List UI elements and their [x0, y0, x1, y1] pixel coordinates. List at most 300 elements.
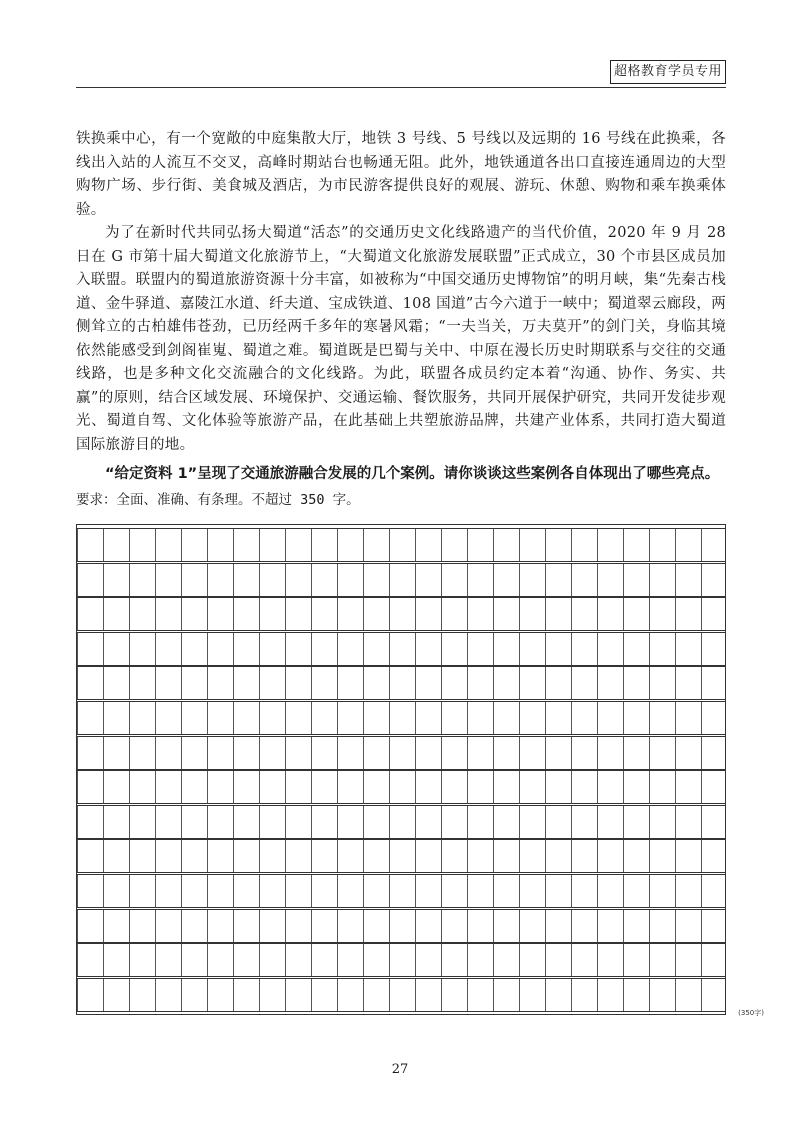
grid-cell[interactable]: [701, 564, 727, 596]
grid-cell[interactable]: [467, 910, 493, 942]
grid-cell[interactable]: [259, 806, 285, 838]
grid-cell[interactable]: [311, 702, 337, 734]
grid-cell[interactable]: [649, 702, 675, 734]
grid-cell[interactable]: [597, 944, 623, 976]
grid-cell[interactable]: [649, 667, 675, 699]
grid-cell[interactable]: [155, 806, 181, 838]
grid-cell[interactable]: [155, 840, 181, 872]
grid-cell[interactable]: [597, 598, 623, 630]
grid-cell[interactable]: [441, 979, 467, 1011]
grid-cell[interactable]: [129, 737, 155, 769]
grid-cell[interactable]: [337, 598, 363, 630]
grid-cell[interactable]: [155, 910, 181, 942]
grid-cell[interactable]: [285, 702, 311, 734]
grid-cell[interactable]: [519, 979, 545, 1011]
grid-cell[interactable]: [649, 633, 675, 665]
grid-cell[interactable]: [493, 875, 519, 907]
grid-cell[interactable]: [675, 633, 701, 665]
grid-cell[interactable]: [103, 910, 129, 942]
grid-cell[interactable]: [259, 702, 285, 734]
grid-cell[interactable]: [103, 529, 129, 561]
grid-cell[interactable]: [493, 598, 519, 630]
grid-cell[interactable]: [129, 910, 155, 942]
grid-cell[interactable]: [207, 529, 233, 561]
grid-cell[interactable]: [545, 702, 571, 734]
grid-cell[interactable]: [259, 979, 285, 1011]
grid-cell[interactable]: [571, 737, 597, 769]
grid-cell[interactable]: [415, 667, 441, 699]
grid-cell[interactable]: [571, 771, 597, 803]
grid-cell[interactable]: [129, 875, 155, 907]
grid-cell[interactable]: [103, 771, 129, 803]
grid-cell[interactable]: [337, 771, 363, 803]
grid-cell[interactable]: [571, 875, 597, 907]
grid-cell[interactable]: [493, 806, 519, 838]
grid-cell[interactable]: [233, 702, 259, 734]
grid-cell[interactable]: [103, 633, 129, 665]
grid-cell[interactable]: [207, 979, 233, 1011]
grid-cell[interactable]: [363, 910, 389, 942]
grid-cell[interactable]: [77, 529, 103, 561]
grid-cell[interactable]: [597, 737, 623, 769]
grid-cell[interactable]: [233, 979, 259, 1011]
grid-cell[interactable]: [519, 840, 545, 872]
grid-cell[interactable]: [519, 598, 545, 630]
grid-cell[interactable]: [285, 979, 311, 1011]
grid-cell[interactable]: [155, 702, 181, 734]
grid-cell[interactable]: [363, 633, 389, 665]
grid-cell[interactable]: [545, 667, 571, 699]
grid-cell[interactable]: [155, 979, 181, 1011]
grid-cell[interactable]: [623, 875, 649, 907]
grid-cell[interactable]: [545, 737, 571, 769]
grid-cell[interactable]: [649, 598, 675, 630]
grid-cell[interactable]: [389, 979, 415, 1011]
grid-cell[interactable]: [649, 840, 675, 872]
grid-cell[interactable]: [363, 979, 389, 1011]
grid-cell[interactable]: [545, 598, 571, 630]
grid-cell[interactable]: [597, 633, 623, 665]
grid-cell[interactable]: [623, 944, 649, 976]
grid-cell[interactable]: [467, 667, 493, 699]
grid-cell[interactable]: [103, 702, 129, 734]
grid-cell[interactable]: [701, 737, 727, 769]
grid-cell[interactable]: [701, 633, 727, 665]
grid-cell[interactable]: [259, 944, 285, 976]
grid-cell[interactable]: [545, 979, 571, 1011]
grid-cell[interactable]: [519, 702, 545, 734]
grid-cell[interactable]: [181, 979, 207, 1011]
grid-cell[interactable]: [181, 598, 207, 630]
grid-cell[interactable]: [285, 944, 311, 976]
grid-cell[interactable]: [519, 737, 545, 769]
grid-cell[interactable]: [207, 875, 233, 907]
grid-cell[interactable]: [77, 771, 103, 803]
grid-cell[interactable]: [337, 737, 363, 769]
grid-cell[interactable]: [571, 529, 597, 561]
grid-cell[interactable]: [363, 667, 389, 699]
grid-cell[interactable]: [129, 771, 155, 803]
grid-cell[interactable]: [675, 564, 701, 596]
grid-cell[interactable]: [311, 806, 337, 838]
grid-cell[interactable]: [441, 529, 467, 561]
grid-cell[interactable]: [649, 910, 675, 942]
grid-cell[interactable]: [649, 529, 675, 561]
grid-cell[interactable]: [77, 633, 103, 665]
grid-cell[interactable]: [155, 875, 181, 907]
grid-cell[interactable]: [233, 564, 259, 596]
grid-cell[interactable]: [571, 979, 597, 1011]
grid-cell[interactable]: [259, 875, 285, 907]
grid-cell[interactable]: [181, 806, 207, 838]
grid-cell[interactable]: [285, 529, 311, 561]
grid-cell[interactable]: [467, 944, 493, 976]
grid-cell[interactable]: [545, 910, 571, 942]
grid-cell[interactable]: [285, 910, 311, 942]
answer-grid[interactable]: [76, 524, 726, 1015]
grid-cell[interactable]: [675, 702, 701, 734]
grid-cell[interactable]: [701, 875, 727, 907]
grid-cell[interactable]: [337, 875, 363, 907]
grid-cell[interactable]: [363, 806, 389, 838]
grid-cell[interactable]: [363, 771, 389, 803]
grid-cell[interactable]: [571, 598, 597, 630]
grid-cell[interactable]: [155, 667, 181, 699]
grid-cell[interactable]: [207, 910, 233, 942]
grid-cell[interactable]: [493, 564, 519, 596]
grid-cell[interactable]: [701, 529, 727, 561]
grid-cell[interactable]: [259, 910, 285, 942]
grid-cell[interactable]: [389, 633, 415, 665]
grid-cell[interactable]: [623, 702, 649, 734]
grid-cell[interactable]: [701, 771, 727, 803]
grid-cell[interactable]: [233, 771, 259, 803]
grid-cell[interactable]: [363, 564, 389, 596]
grid-cell[interactable]: [129, 529, 155, 561]
grid-cell[interactable]: [207, 771, 233, 803]
grid-cell[interactable]: [77, 840, 103, 872]
grid-cell[interactable]: [389, 771, 415, 803]
grid-cell[interactable]: [415, 806, 441, 838]
grid-cell[interactable]: [675, 840, 701, 872]
grid-cell[interactable]: [649, 771, 675, 803]
grid-cell[interactable]: [467, 771, 493, 803]
grid-cell[interactable]: [129, 564, 155, 596]
grid-cell[interactable]: [181, 633, 207, 665]
grid-cell[interactable]: [233, 598, 259, 630]
grid-cell[interactable]: [285, 840, 311, 872]
grid-cell[interactable]: [311, 598, 337, 630]
grid-cell[interactable]: [389, 910, 415, 942]
grid-cell[interactable]: [103, 979, 129, 1011]
grid-cell[interactable]: [389, 564, 415, 596]
grid-cell[interactable]: [519, 944, 545, 976]
grid-cell[interactable]: [389, 840, 415, 872]
grid-cell[interactable]: [441, 702, 467, 734]
grid-cell[interactable]: [129, 979, 155, 1011]
grid-cell[interactable]: [77, 598, 103, 630]
grid-cell[interactable]: [519, 771, 545, 803]
grid-cell[interactable]: [363, 702, 389, 734]
grid-cell[interactable]: [415, 910, 441, 942]
grid-cell[interactable]: [103, 737, 129, 769]
grid-cell[interactable]: [701, 806, 727, 838]
grid-cell[interactable]: [467, 529, 493, 561]
grid-cell[interactable]: [675, 737, 701, 769]
grid-cell[interactable]: [337, 564, 363, 596]
grid-cell[interactable]: [467, 633, 493, 665]
grid-cell[interactable]: [649, 979, 675, 1011]
grid-cell[interactable]: [77, 979, 103, 1011]
grid-cell[interactable]: [545, 771, 571, 803]
grid-cell[interactable]: [441, 598, 467, 630]
grid-cell[interactable]: [337, 979, 363, 1011]
grid-cell[interactable]: [701, 702, 727, 734]
grid-cell[interactable]: [285, 875, 311, 907]
grid-cell[interactable]: [337, 944, 363, 976]
grid-cell[interactable]: [701, 979, 727, 1011]
grid-cell[interactable]: [233, 875, 259, 907]
grid-cell[interactable]: [493, 840, 519, 872]
grid-cell[interactable]: [363, 529, 389, 561]
grid-cell[interactable]: [77, 944, 103, 976]
grid-cell[interactable]: [207, 944, 233, 976]
grid-cell[interactable]: [233, 737, 259, 769]
grid-cell[interactable]: [441, 944, 467, 976]
grid-cell[interactable]: [675, 806, 701, 838]
grid-cell[interactable]: [493, 529, 519, 561]
grid-cell[interactable]: [675, 875, 701, 907]
grid-cell[interactable]: [571, 702, 597, 734]
grid-cell[interactable]: [597, 875, 623, 907]
grid-cell[interactable]: [493, 910, 519, 942]
grid-cell[interactable]: [623, 979, 649, 1011]
grid-cell[interactable]: [415, 840, 441, 872]
grid-cell[interactable]: [597, 702, 623, 734]
grid-cell[interactable]: [441, 910, 467, 942]
grid-cell[interactable]: [337, 840, 363, 872]
grid-cell[interactable]: [675, 598, 701, 630]
grid-cell[interactable]: [311, 840, 337, 872]
grid-cell[interactable]: [545, 840, 571, 872]
grid-cell[interactable]: [493, 633, 519, 665]
grid-cell[interactable]: [311, 529, 337, 561]
grid-cell[interactable]: [597, 667, 623, 699]
grid-cell[interactable]: [155, 564, 181, 596]
grid-cell[interactable]: [519, 633, 545, 665]
grid-cell[interactable]: [675, 910, 701, 942]
grid-cell[interactable]: [311, 737, 337, 769]
grid-cell[interactable]: [311, 910, 337, 942]
grid-cell[interactable]: [597, 979, 623, 1011]
grid-cell[interactable]: [311, 771, 337, 803]
grid-cell[interactable]: [623, 771, 649, 803]
grid-cell[interactable]: [181, 771, 207, 803]
grid-cell[interactable]: [155, 737, 181, 769]
grid-cell[interactable]: [337, 667, 363, 699]
grid-cell[interactable]: [571, 910, 597, 942]
grid-cell[interactable]: [77, 875, 103, 907]
grid-cell[interactable]: [545, 806, 571, 838]
grid-cell[interactable]: [259, 598, 285, 630]
grid-cell[interactable]: [207, 840, 233, 872]
grid-cell[interactable]: [441, 737, 467, 769]
grid-cell[interactable]: [623, 840, 649, 872]
grid-cell[interactable]: [129, 667, 155, 699]
grid-cell[interactable]: [467, 840, 493, 872]
grid-cell[interactable]: [389, 875, 415, 907]
grid-cell[interactable]: [207, 702, 233, 734]
grid-cell[interactable]: [181, 737, 207, 769]
grid-cell[interactable]: [493, 944, 519, 976]
grid-cell[interactable]: [337, 702, 363, 734]
grid-cell[interactable]: [467, 875, 493, 907]
grid-cell[interactable]: [129, 702, 155, 734]
grid-cell[interactable]: [207, 598, 233, 630]
grid-cell[interactable]: [233, 529, 259, 561]
grid-cell[interactable]: [415, 875, 441, 907]
grid-cell[interactable]: [571, 667, 597, 699]
grid-cell[interactable]: [493, 702, 519, 734]
grid-cell[interactable]: [233, 840, 259, 872]
grid-cell[interactable]: [441, 771, 467, 803]
grid-cell[interactable]: [441, 633, 467, 665]
grid-cell[interactable]: [597, 529, 623, 561]
grid-cell[interactable]: [207, 633, 233, 665]
grid-cell[interactable]: [415, 633, 441, 665]
grid-cell[interactable]: [623, 564, 649, 596]
grid-cell[interactable]: [77, 910, 103, 942]
grid-cell[interactable]: [649, 737, 675, 769]
grid-cell[interactable]: [259, 840, 285, 872]
grid-cell[interactable]: [441, 840, 467, 872]
grid-cell[interactable]: [675, 944, 701, 976]
grid-cell[interactable]: [181, 840, 207, 872]
grid-cell[interactable]: [337, 633, 363, 665]
grid-cell[interactable]: [103, 806, 129, 838]
grid-cell[interactable]: [181, 702, 207, 734]
grid-cell[interactable]: [389, 806, 415, 838]
grid-cell[interactable]: [701, 667, 727, 699]
grid-cell[interactable]: [259, 564, 285, 596]
grid-cell[interactable]: [493, 667, 519, 699]
grid-cell[interactable]: [285, 633, 311, 665]
grid-cell[interactable]: [571, 806, 597, 838]
grid-cell[interactable]: [103, 667, 129, 699]
grid-cell[interactable]: [467, 598, 493, 630]
grid-cell[interactable]: [389, 702, 415, 734]
grid-cell[interactable]: [155, 598, 181, 630]
grid-cell[interactable]: [519, 529, 545, 561]
grid-cell[interactable]: [129, 598, 155, 630]
grid-cell[interactable]: [103, 840, 129, 872]
grid-cell[interactable]: [363, 944, 389, 976]
grid-cell[interactable]: [259, 737, 285, 769]
grid-cell[interactable]: [103, 564, 129, 596]
grid-cell[interactable]: [571, 840, 597, 872]
grid-cell[interactable]: [649, 806, 675, 838]
grid-cell[interactable]: [467, 806, 493, 838]
grid-cell[interactable]: [701, 598, 727, 630]
grid-cell[interactable]: [77, 702, 103, 734]
grid-cell[interactable]: [545, 529, 571, 561]
grid-cell[interactable]: [207, 667, 233, 699]
grid-cell[interactable]: [571, 633, 597, 665]
grid-cell[interactable]: [155, 529, 181, 561]
grid-cell[interactable]: [207, 564, 233, 596]
grid-cell[interactable]: [519, 806, 545, 838]
grid-cell[interactable]: [389, 529, 415, 561]
grid-cell[interactable]: [493, 771, 519, 803]
grid-cell[interactable]: [311, 875, 337, 907]
grid-cell[interactable]: [441, 667, 467, 699]
grid-cell[interactable]: [389, 737, 415, 769]
grid-cell[interactable]: [649, 944, 675, 976]
grid-cell[interactable]: [285, 598, 311, 630]
grid-cell[interactable]: [623, 806, 649, 838]
grid-cell[interactable]: [259, 667, 285, 699]
grid-cell[interactable]: [623, 737, 649, 769]
grid-cell[interactable]: [259, 529, 285, 561]
grid-cell[interactable]: [337, 529, 363, 561]
grid-cell[interactable]: [129, 806, 155, 838]
grid-cell[interactable]: [181, 875, 207, 907]
grid-cell[interactable]: [337, 806, 363, 838]
grid-cell[interactable]: [415, 737, 441, 769]
grid-cell[interactable]: [233, 667, 259, 699]
grid-cell[interactable]: [441, 875, 467, 907]
grid-cell[interactable]: [571, 564, 597, 596]
grid-cell[interactable]: [467, 702, 493, 734]
grid-cell[interactable]: [285, 737, 311, 769]
grid-cell[interactable]: [103, 598, 129, 630]
grid-cell[interactable]: [519, 667, 545, 699]
grid-cell[interactable]: [233, 806, 259, 838]
grid-cell[interactable]: [155, 944, 181, 976]
grid-cell[interactable]: [415, 702, 441, 734]
grid-cell[interactable]: [545, 564, 571, 596]
grid-cell[interactable]: [389, 944, 415, 976]
grid-cell[interactable]: [129, 633, 155, 665]
grid-cell[interactable]: [441, 806, 467, 838]
grid-cell[interactable]: [129, 944, 155, 976]
grid-cell[interactable]: [493, 979, 519, 1011]
grid-cell[interactable]: [519, 910, 545, 942]
grid-cell[interactable]: [415, 944, 441, 976]
grid-cell[interactable]: [597, 910, 623, 942]
grid-cell[interactable]: [441, 564, 467, 596]
grid-cell[interactable]: [623, 598, 649, 630]
grid-cell[interactable]: [233, 944, 259, 976]
grid-cell[interactable]: [155, 633, 181, 665]
grid-cell[interactable]: [415, 598, 441, 630]
grid-cell[interactable]: [311, 944, 337, 976]
grid-cell[interactable]: [675, 771, 701, 803]
grid-cell[interactable]: [363, 840, 389, 872]
grid-cell[interactable]: [701, 910, 727, 942]
grid-cell[interactable]: [311, 633, 337, 665]
grid-cell[interactable]: [155, 771, 181, 803]
grid-cell[interactable]: [675, 979, 701, 1011]
grid-cell[interactable]: [467, 737, 493, 769]
grid-cell[interactable]: [415, 564, 441, 596]
grid-cell[interactable]: [337, 910, 363, 942]
grid-cell[interactable]: [77, 806, 103, 838]
grid-cell[interactable]: [389, 667, 415, 699]
grid-cell[interactable]: [129, 840, 155, 872]
grid-cell[interactable]: [623, 910, 649, 942]
grid-cell[interactable]: [571, 944, 597, 976]
